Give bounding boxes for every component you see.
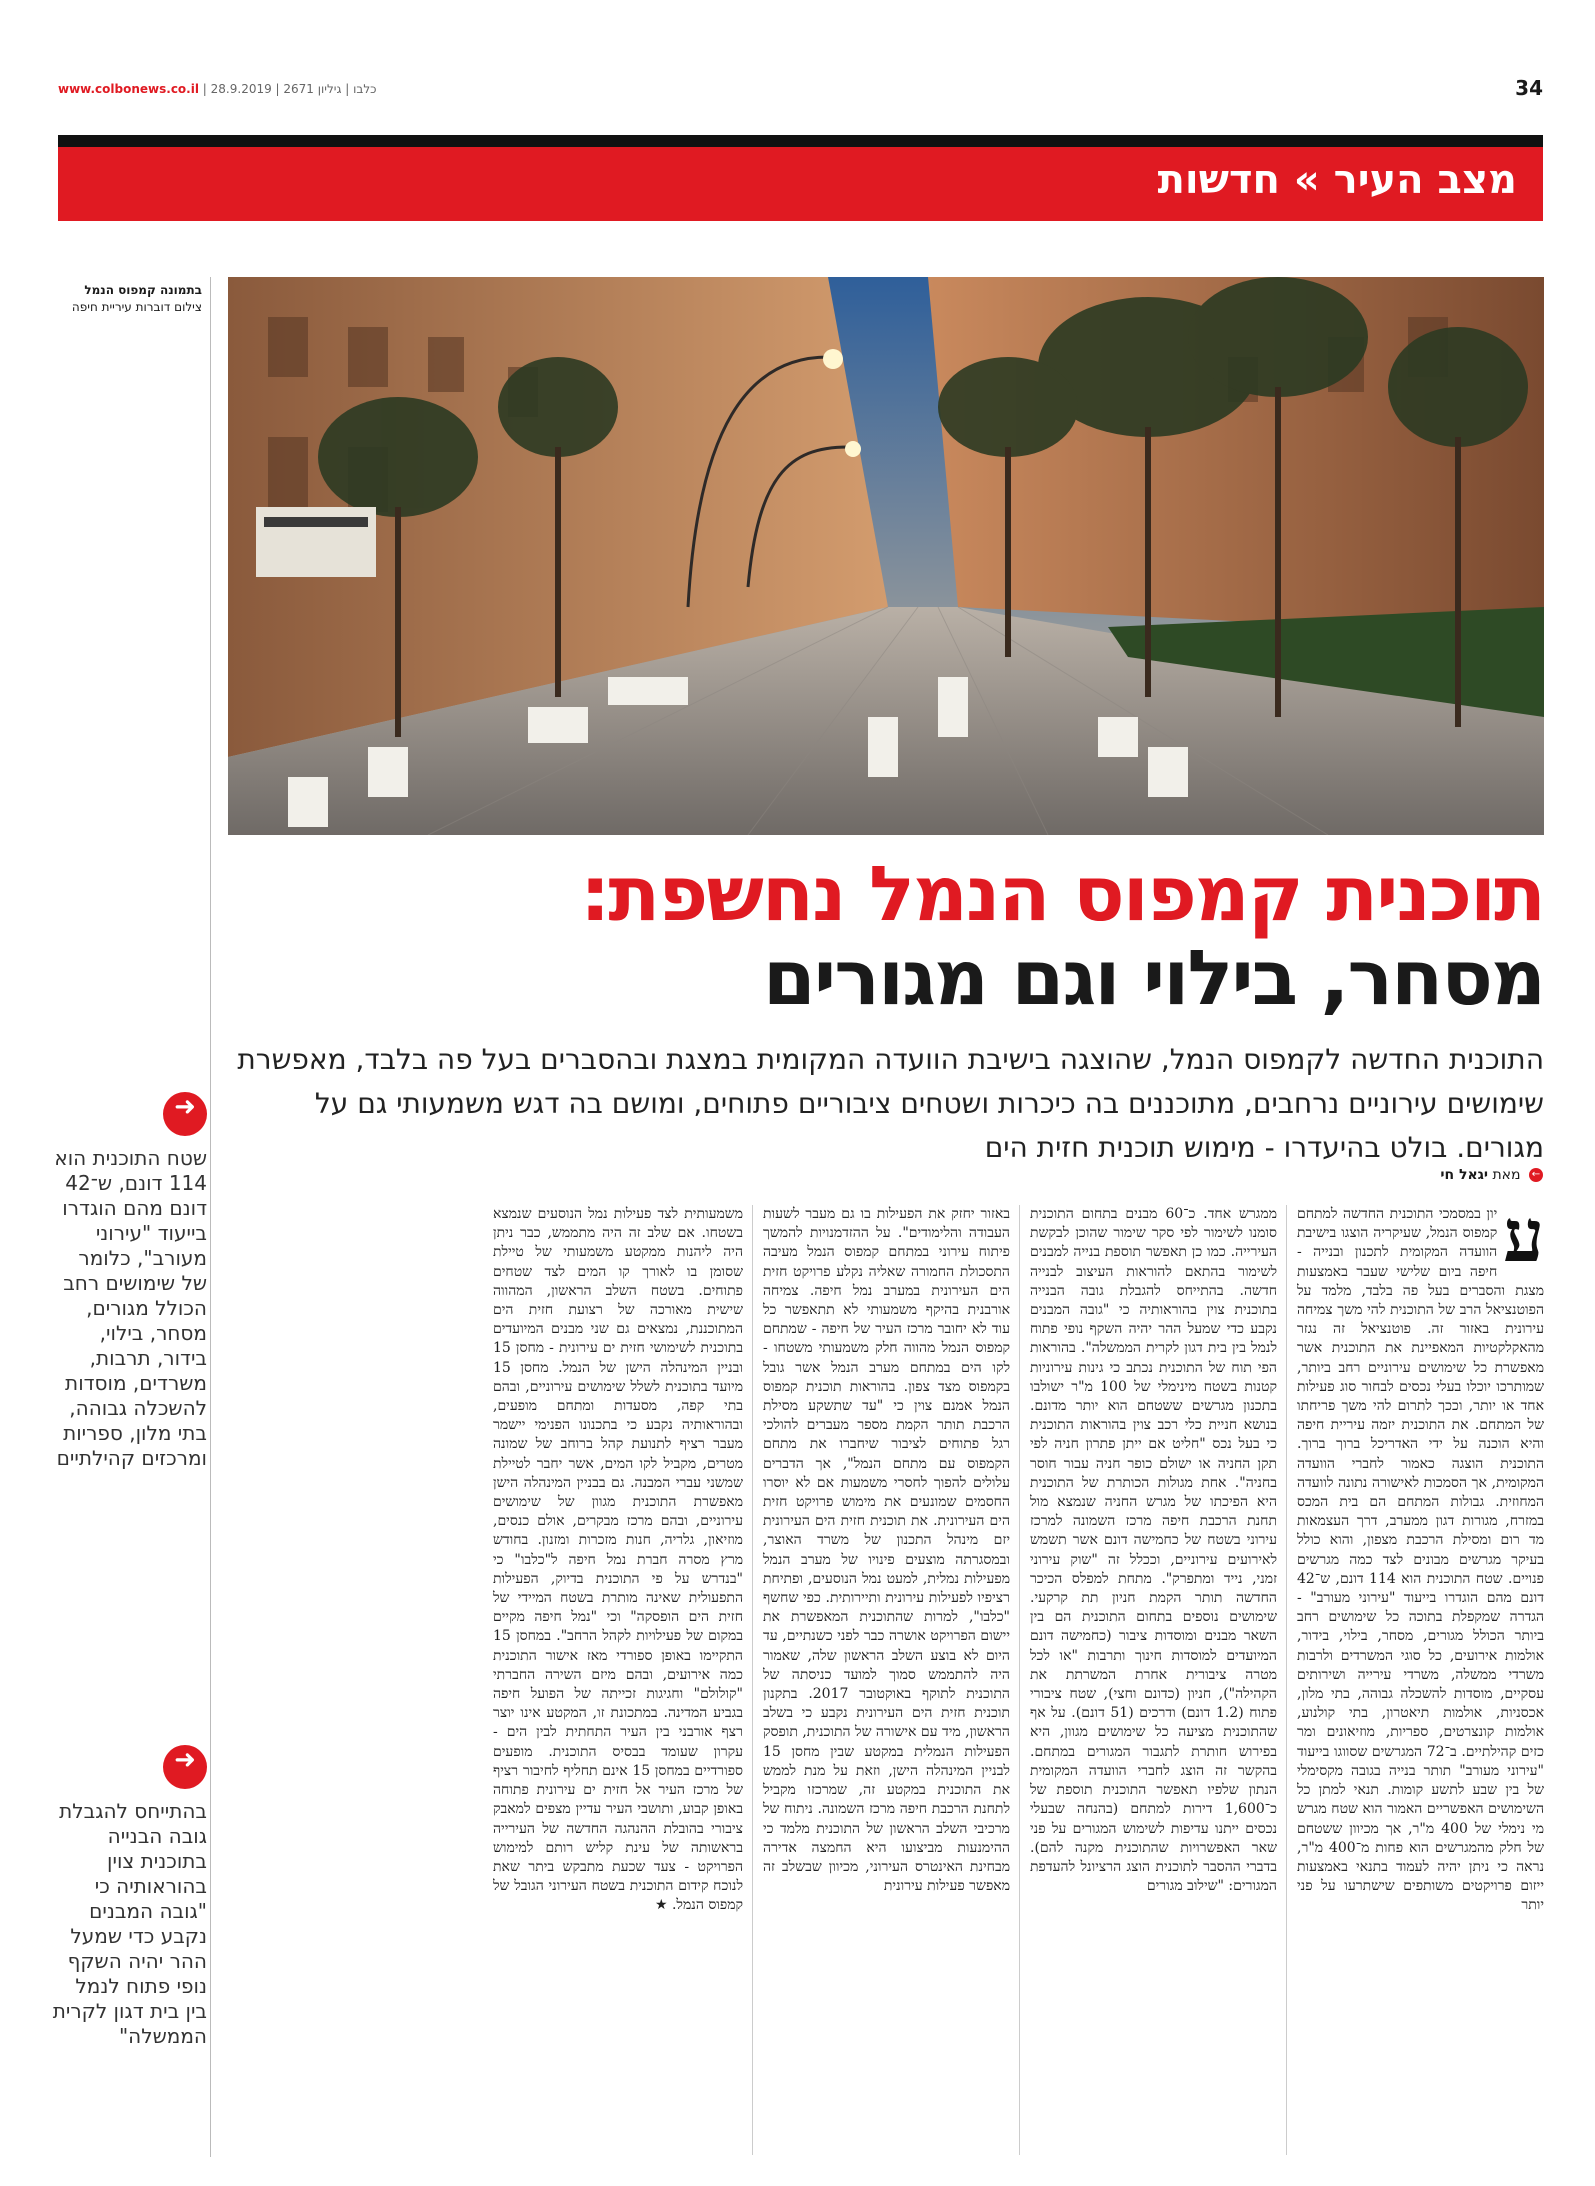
sidebar-quote-2-text: בהתייחס להגבלת גובה הבנייה בתוכנית צוין בהוראותיה כי "גובה המבנים נקבע כדי שמעל ההר יהיה השקף נופי פתוח לנמל בין בית דגון לקרית הממשלה" bbox=[52, 1799, 207, 2048]
photo-caption-title: בתמונה קמפוס הנמל bbox=[84, 283, 202, 297]
sidebar-divider bbox=[210, 277, 211, 2157]
byline bbox=[1440, 1167, 1543, 1183]
street-photo bbox=[228, 277, 1544, 835]
photo-caption bbox=[52, 282, 202, 316]
article-column-1-text: יון במסמכי התוכנית החדשה למתחם קמפוס הנמל, שעיקריה הוצגו בישיבת הוועדה המקומית לתכנון ובנייה - חיפה ביום שלישי שעבר באמצעות מצגת והסברים בעל פה בלבד, מלמד על הפוטנציאל הרב של התוכנית להי משך צמיחה עירונית באזור זה. פוטנציאל זה נגזר מהאקלקטיות המאפיינת את התוכנית אשר מאפשרת כל שימושים עירוניים רחב ביותר, שמותרכו יוכלו בעלי נכסים לבחור סוג פעילות אחד או יותר, וככך לתרום להי משך פריחתו של המתחם. את התוכנית יזמה עיריית חיפה והיא הוכנה על ידי האדריכל ברוך ברוך. התוכנית הוצגה כאמור לחברי הוועדה המקומית, אך הסמכות לאישורה נתונה לוועדה המחוזית. גבולות המתחם הם בית המכס במזרח, מגורות דגון ממערב, דרך העצמאות מד רום ומסילת הרכבת מצפון, והוא כולל בעיקר מגרשים מבונים לצד כמה מגרשים פנויים. שטח התוכנית הוא 114 דונם, ש־42 דונם מהם הוגדרו בייעוד "עירוני מעורב" - הגדרה שמקפלת בתוכה כל שימושים רחב ביותר הכולל מגורים, מסחר, בילוי, בידור, אולמות אירועים, כל סוגי המשרדים ולרבות משרדי ממשלה, משרדי עירייה ושירותים עסקיים, מוסדות להשכלה גבוהה, בתי מלון, אכסניות, אולמות תיאטרון, בתי קולנוע, אולמות קונצרטים, ספריות, מוזיאונים ומר כזים קהילתיים. ב־72 המגרשים שסווגו בייעוד "עירוני מעורב" תותר בנייה בגובה מקסימלי של בין שבע לתשע קומות. תנאי למתן כל השימושים האפשריים האמור הוא שטח מגרש מי נימלי של 400 מ"ר, אך מכיוון ששטחם של חלק מהמגרשים הוא פחות מ־400 מ"ר, נראה כי ניתן יהיה לעמוד בתנאי באמצעות ייזום פרויקטים משותפים שישתרעו על פני יותר bbox=[1297, 1206, 1544, 1914]
photo-credit: צילום דוברות עיריית חיפה bbox=[71, 300, 202, 314]
section-banner bbox=[58, 147, 1543, 221]
arrow-right-icon: ➜ bbox=[163, 1092, 207, 1136]
article-body bbox=[228, 1205, 1544, 2155]
byline-author: יגאל חי bbox=[1440, 1167, 1489, 1183]
column-divider bbox=[752, 1205, 753, 2155]
issue-details: | כלבו | גיליון 2671 | 28.9.2019 bbox=[202, 82, 377, 96]
subheadline: התוכנית החדשה לקמפוס הנמל, שהוצגה בישיבת הוועדה המקומית במצגת ובהסברים בעל פה בלבד, מאפשרת שימושים עירוניים נרחבים, מתוכננים בה כיכרות ושטחים ציבוריים פתוחים, ומושם בה דגש משמעותי גם על מגורים. בולט בהיעדרו - מימוש תוכנית חזית הים bbox=[237, 1043, 1544, 1164]
column-divider bbox=[1019, 1205, 1020, 2155]
sidebar-quote-1 bbox=[52, 1092, 207, 1612]
headline bbox=[228, 849, 1544, 1022]
dropcap: ע bbox=[1503, 1205, 1544, 1278]
sidebar-quote-1-text: שטח התוכנית הוא 114 דונם, ש־42 דונם מהם הוגדרו בייעוד "עירוני מעורב", כלומר של שימושים רחב הכולל מגורים, מסחר, בילוי, בידור, תרבות, משרדים, מוסדות להשכלה גבוהה, בתי מלון, ספריות ומרכזים קהילתיים bbox=[54, 1146, 207, 1470]
article-column-4: משמעותית לצד פעילות נמל הנוסעים שנמצא בשטחו. אם שלב זה היה מתממש, כבר ניתן היה ליהנות ממקטע משמעותי של טיילת שסומן בו לאורך קו המים לצד שטחים פתוחים. בשטח השלב הראשון, המהווה שישית מאורכה של רצועת חזית הים המתוכננת, נמצאים גם שני מבנים המיועדים בתוכנית לשימושי חזית ים עירונית - מחסן 15 ובניין המינהלה הישן של הנמל. מחסן 15 מיועד בתוכנית לשלל שימושים עירוניים, ובהם בתי קפה, מסעדות ומתחם מופעים, ובהוראותיה נקבע כי בתכנונו הפנימי יישמר מעבר רציף לתנועת קהל ברוחב של שמונה מטרים, מקביל לקו המים, אשר יחבר לטיילת שמשני עברי המבנה. גם בבניין המינהלה הישן מאפשרת התוכנית מגוון של שימושים עירוניים, ובהם מרכז מבקרים, אולם כנסים, מוזיאון, גלריה, חנות מזכרות ומזנון. בחודש מרץ מסרה חברת נמל חיפה ל"כלבו" כי "בנדרש על פי התוכנית בדיוק, הפעילות התפעולית שאינה מותרת בשטח המיידי של חזית הים הופסקה" וכי "נמל חיפה מקיים במקום של פעילויות לקהל הרחב". במחסן 15 התקיימו באופן ספורדי מאז אישור התוכנית כמה אירועים, ובהם מיזם השירה החברתי "קולולם" וחגיגות זכייתה של הפועל חיפה בגביע המדינה. במתכונת זו, המקטע אינו יוצר רצף אורבני בין העיר התחתית לבין הים - עקרון שעומד בבסיס התוכנית. מופעים ספורדיים במחסן 15 אינם תחליף לחיבור רציף של מרכז העיר אל חזית ים עירונית פתוחה באופן קבוע, ותושבי העיר עדיין מצפים למאבק ציבורי בהובלת ההנהגה החדשה של העירייה בראשותה של עינת קליש רותם למימוש הפרויקט - צעד שכעת מתבקש ביתר שאת לנוכח קידום התוכנית בשטח העירוני הגובל של קמפוס הנמל. ★ bbox=[493, 1206, 743, 1914]
article-column-1 bbox=[1297, 1205, 1544, 2155]
page-number: 34 bbox=[1515, 76, 1543, 100]
section-label: מצב העיר » חדשות bbox=[1157, 157, 1517, 203]
column-divider bbox=[1286, 1205, 1287, 2155]
article-column-2: ממגרש אחד. כ־60 מבנים בתחום התוכנית סומנו לשימור לפי סקר שימור שהוכן לבקשת העירייה. כמו כן תאפשר תוספת בנייה למבנים לשימור בהתאם להוראות העיצוב לבנייה חדשה. בהתייחס להגבלת גובה הבנייה בתוכנית צוין בהוראותיה כי "גובה המבנים נקבע כדי שמעל ההר יהיה השקף נופי פתוח לנמל בין בית דגון לקרית הממשלה". בהוראות הפי תוח של התוכנית נכתב כי גינות עירוניות קטנות בשטח מינימלי של 100 מ"ר ישולבו בתכנון מגרשים ששטחם הוא יותר מדונם. בנושא חניית כלי רכב צוין בהוראות התוכנית כי בעל נכס "חליט אם ייתן פתרון חניה לפי תקן החניה או ישולם כופר חניה עבור חוסר בחניה". אחת מגולות הכותרת של התוכנית היא הפיכתו של מגרש החניה שנמצא מול תחנת הרכבת חיפה מרכז השמונה למרכז עירוני בשטח של כחמישה דונם אשר תשמש לאירועים עירוניים, וככלל זה "שוק עירוני זמני, נייד ומתפרק". מתחת למפלס הכיכר החדשה תותר הקמת חניון תת קרקעי. שימושים נוספים בתחום התוכנית הם בין השאר מבנים ומוסדות ציבור (כחמישה דונם המיועדים למוסדות חינוך ותרבות "או לכל מטרה ציבורית אחרת המשרתת את הקהילה"), חניון (כדונם וחצי), שטח ציבורי פתוח (1.2 דונם) ודרכים (51 דונם). על אף שהתוכנית מציעה כל שימושים מגוון, היא בפירוש חותרת לתגבור המגורים במתחם. בהקשר זה הוצג לחברי הוועדה המקומית הנתון שלפיו תאפשר התוכנית תוספת של כ־1,600 דירות למתחם (בהנחה שבעלי נכסים ייתנו עדיפות לשימוש המגורים על פני שאר האפשרויות שהתוכנית מקנה להם). בדברי ההסבר לתוכנית הוצג הרציונל להעדפת המגורים: "שילוב מגורים bbox=[1030, 1206, 1277, 1895]
arrow-right-icon: ➜ bbox=[163, 1745, 207, 1789]
street-photo-illustration bbox=[228, 277, 1544, 835]
headline-line1: תוכנית קמפוס הנמל נחשפת: bbox=[579, 849, 1544, 938]
section-top-rule bbox=[58, 135, 1543, 147]
byline-arrow-icon: ← bbox=[1529, 1168, 1543, 1182]
sidebar-quote-2 bbox=[52, 1745, 207, 2165]
byline-prefix: מאת bbox=[1492, 1167, 1521, 1183]
article-column-3: באזור יחזק את הפעילות בו גם מעבר לשעות העבודה והלימודים". על ההזדמנויות להמשך פיתוח עירוני במתחם קמפוס הנמל מעיבה התסכולת החמורה שאליה נקלע פרויקט חזית הים העירונית במערב נמל חיפה. צמיחה אורבנית בהיקף משמעותי לא תתאפשר כל עוד לא יחובר מרכז העיר של חיפה - שמתחם קמפוס הנמל מהווה חלק משמעותי משטחו - לקו הים במתחם מערב הנמל אשר גובל בקמפוס מצד צפון. בהוראות תוכנית קמפוס הנמל אמנם צוין כי "עד שתשקע מסילת הרכבת תותר הקמת מספר מעברים להולכי רגל פתוחים לציבור שיחברו את מתחם הקמפוס עם מתחם הנמל", אך הדברים עלולים להפוך לחסרי משמעות אם לא יוסרו החסמים שמונעים את מימוש פרויקט חזית הים העירונית. את תוכנית חזית הים העירונית יזם מינהל התכנון של משרד האוצר, ובמסגרתה מוצעים פינויו של מערב הנמל מפעילות נמלית, למעט נמל הנוסעים, ופתיחת רציפיו לפעילות עירונית ותיירותית. כפי שחשף "כלבו", למרות שהתוכנית המאפשרת את יישום הפרויקט אושרה כבר לפני כשנתיים, עד היום לא בוצע השלב הראשון שלה, שאמור היה להתממש סמוך למועד כניסתה של התוכנית לתוקף באוקטובר 2017. בתקנון תוכנית חזית הים העירונית נקבע כי בשלב הראשון, מיד עם אישורה של התוכנית, תופסק הפעילות הנמלית במקטע שבין מחסן 15 לבניין המינהלה הישן, וזאת על מנת לממש את התוכנית במקטע זה, שמרכזו מקביל לתחנת הרכבת חיפה מרכז השמונה. ניתוח של מרכיבי השלב הראשון של התוכנית מלמד כי ההימנעות מביצועו היא החמצה אדירה מבחינת האינטרס העירוני, מכיוון שבשלב זה מאפשר פעילות עירונית bbox=[763, 1206, 1010, 1895]
headline-line2: מסחר, בילוי וגם מגורים bbox=[762, 933, 1544, 1022]
website-link[interactable]: www.colbonews.co.il bbox=[58, 82, 199, 96]
issue-info bbox=[58, 82, 376, 96]
